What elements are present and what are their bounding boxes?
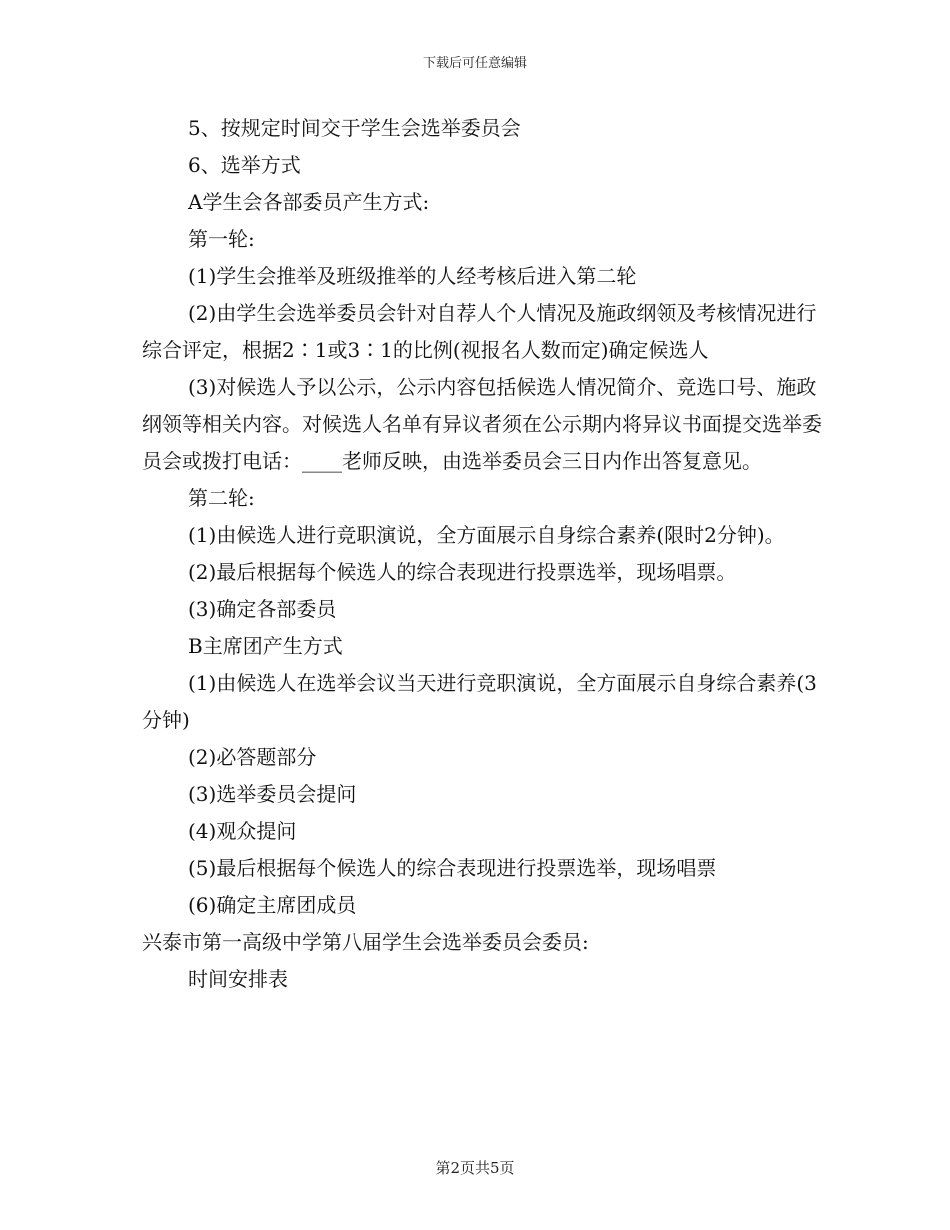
paragraph: 6、选举方式 [188, 153, 301, 177]
paragraph: (3)确定各部委员 [188, 597, 337, 621]
paragraph: (5)最后根据每个候选人的综合表现进行投票选举，现场唱票 [188, 856, 717, 880]
paragraph: (3)对候选人予以公示，公示内容包括候选人情况简介、竞选口号、施政纲领等相关内容。对候选人名单有异议者须在公示期内将异议书面提交选举委员会或拨打电话：____老师反映，由选举委员会三日内作出答复意见。 [142, 375, 822, 473]
paragraph: (1)学生会推举及班级推举的人经考核后进入第二轮 [188, 264, 637, 288]
paragraph: (2)必答题部分 [188, 745, 317, 769]
paragraph: 兴泰市第一高级中学第八届学生会选举委员会委员: [142, 930, 589, 954]
page-header: 下载后可任意编辑 [422, 56, 527, 71]
paragraph: (6)确定主席团成员 [188, 893, 357, 917]
paragraph: A学生会各部委员产生方式: [188, 190, 430, 214]
paragraph: 第一轮: [188, 227, 255, 251]
document-body [142, 110, 822, 998]
paragraph: 第二轮: [188, 486, 255, 510]
paragraph: (3)选举委员会提问 [188, 782, 357, 806]
paragraph: 5、按规定时间交于学生会选举委员会 [188, 116, 521, 140]
paragraph: (4)观众提问 [188, 819, 297, 843]
paragraph: (1)由候选人在选举会议当天进行竞职演说，全方面展示自身综合素养(3分钟) [142, 671, 817, 732]
paragraph: 时间安排表 [188, 967, 288, 991]
paragraph: (1)由候选人进行竞职演说，全方面展示自身综合素养(限时2分钟)。 [188, 523, 785, 547]
page-footer: 第2页共5页 [435, 1159, 515, 1177]
paragraph: (2)由学生会选举委员会针对自荐人个人情况及施政纲领及考核情况进行综合评定，根据2∶1或3∶1的比例(视报名人数而定)确定候选人 [142, 301, 817, 362]
paragraph: B主席团产生方式 [188, 634, 343, 658]
paragraph: (2)最后根据每个候选人的综合表现进行投票选举，现场唱票。 [188, 560, 737, 584]
